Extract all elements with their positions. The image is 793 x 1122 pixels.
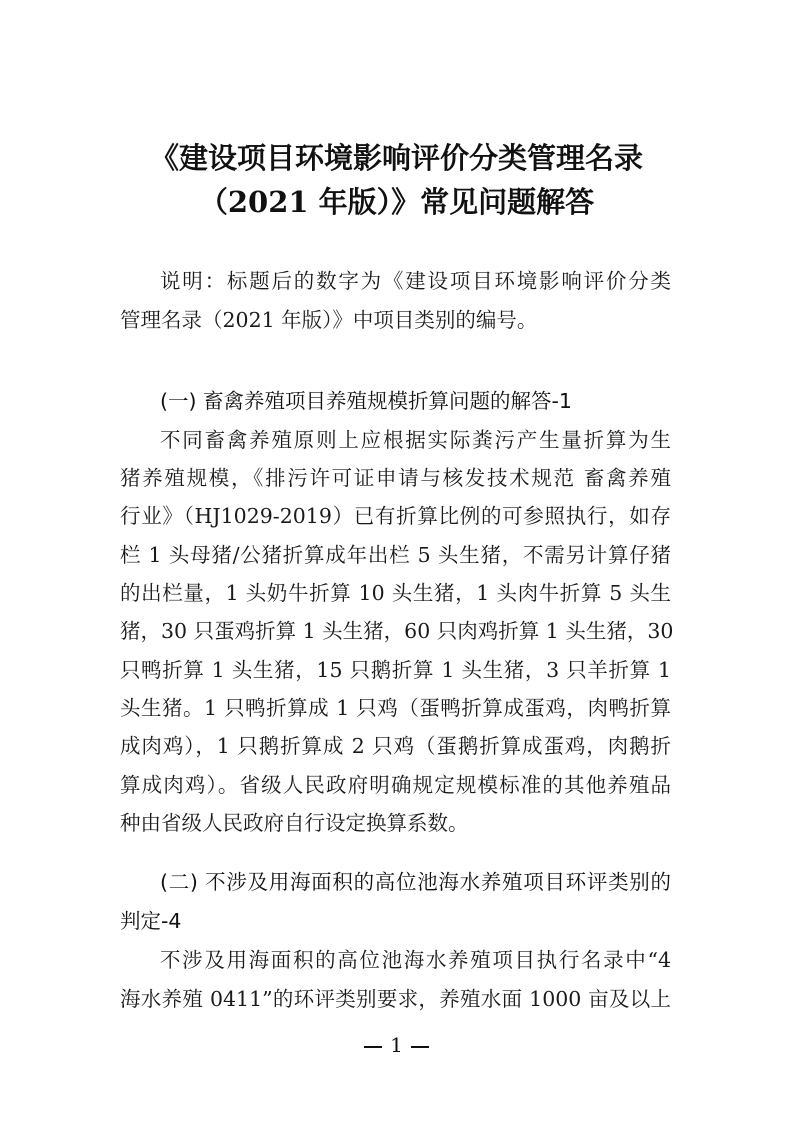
section-1-body-line: 猪养殖规模，《排污许可证申请与核发技术规范 畜禽养殖 bbox=[120, 466, 671, 490]
section-2-heading-line-2: 判定-4 bbox=[120, 909, 182, 933]
document-title-line-2: （2021 年版）》常见问题解答 bbox=[198, 185, 595, 219]
section-1-body-line: 只鸭折算 1 头生猪，15 只鹅折算 1 头生猪，3 只羊折算 1 bbox=[120, 658, 671, 682]
section-1-body-line: 行业》（HJ1029-2019）已有折算比例的可参照执行，如存 bbox=[120, 504, 671, 528]
section-1-body-line: 猪，30 只蛋鸡折算 1 头生猪，60 只肉鸡折算 1 头生猪，30 bbox=[120, 619, 674, 643]
section-1-body-line: 的出栏量，1 头奶牛折算 10 头生猪，1 头肉牛折算 5 头生 bbox=[120, 581, 671, 605]
page-number bbox=[0, 1030, 793, 1060]
section-1-body-line: 算成肉鸡）。省级人民政府明确规定规模标准的其他养殖品 bbox=[120, 773, 671, 797]
section-1-body-line: 成肉鸡），1 只鹅折算成 2 只鸡（蛋鹅折算成蛋鸡，肉鹅折 bbox=[120, 734, 671, 758]
section-2-body-line: 海水养殖 0411”的环评类别要求，养殖水面 1000 亩及以上 bbox=[120, 987, 671, 1011]
section-2-heading-line-1: (二) 不涉及用海面积的高位池海水养殖项目环评类别的 bbox=[160, 870, 671, 894]
section-1-body-line: 头生猪。1 只鸭折算成 1 只鸡（蛋鸭折算成蛋鸡，肉鸭折算 bbox=[120, 696, 671, 720]
section-1-body-line: 栏 1 头母猪/公猪折算成年出栏 5 头生猪，不需另计算仔猪 bbox=[120, 543, 671, 567]
section-1-heading: (一) 畜禽养殖项目养殖规模折算问题的解答-1 bbox=[160, 389, 572, 413]
note-line-1: 说明：标题后的数字为《建设项目环境影响评价分类 bbox=[160, 269, 671, 293]
section-2-body-line: 不涉及用海面积的高位池海水养殖项目执行名录中“4 bbox=[160, 948, 671, 972]
document-title-line-1: 《建设项目环境影响评价分类管理名录 bbox=[149, 141, 643, 175]
section-1-body-line: 种由省级人民政府自行设定换算系数。 bbox=[120, 811, 469, 835]
page-number-left-dash bbox=[364, 1046, 382, 1048]
page-number-right-dash bbox=[411, 1046, 429, 1048]
note-line-2: 管理名录（2021 年版）》中项目类别的编号。 bbox=[120, 308, 538, 332]
section-1-body-line: 不同畜禽养殖原则上应根据实际粪污产生量折算为生 bbox=[160, 428, 671, 452]
page-number-value: 1 bbox=[390, 1033, 403, 1057]
